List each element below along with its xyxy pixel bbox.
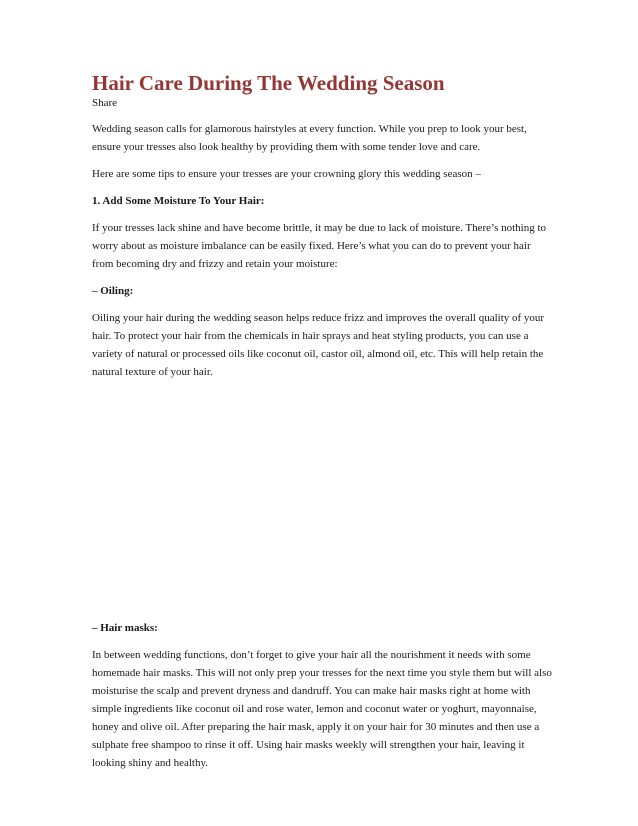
blank-space xyxy=(92,390,552,619)
oiling-paragraph: Oiling your hair during the wedding season helps reduce frizz and improves the overall quality of your hair. To protect your hair from the chemicals in hair sprays and heat styling products, you can use a variety of natural or processed oils like coconut oil, castor oil, almond oil, etc. This will help retain the natural texture of your hair. xyxy=(92,312,545,378)
share-link[interactable]: Share xyxy=(92,97,118,109)
moisture-paragraph: If your tresses lack shine and have become brittle, it may be due to lack of moisture. There’s nothing to worry about as moisture imbalance can be easily fixed. Here’s what you can do to prevent your hair from becoming dry and frizzy and retain your moisture: xyxy=(92,222,547,270)
subheading-oiling: – Oiling: xyxy=(92,285,134,297)
intro-paragraph: Wedding season calls for glamorous hairstyles at every function. While you prep to look your best, ensure your tresses also look healthy by providing them with some tender love and care. xyxy=(92,123,527,153)
hair-masks-paragraph: In between wedding functions, don’t forget to give your hair all the nourishment it needs with some homemade hair masks. This will not only prep your tresses for the next time you style them but will also moisturise the scalp and prevent dryness and dandruff. You can make hair masks right at home with simple ingredients like coconut oil and rose water, lemon and coconut water or yoghurt, mayonnaise, honey and olive oil. After preparing the hair mask, apply it on your hair for 30 minutes and then use a sulphate free shampoo to rinse it off. Using hair masks weekly will strengthen your hair, leaving it looking shiny and healthy. xyxy=(92,649,552,769)
subheading-hair-masks: – Hair masks: xyxy=(92,622,158,634)
document-page xyxy=(92,70,552,781)
article-title: Hair Care During The Wedding Season xyxy=(92,71,445,95)
section-heading-moisture: 1. Add Some Moisture To Your Hair: xyxy=(92,195,265,207)
tips-intro-paragraph: Here are some tips to ensure your tresses are your crowning glory this wedding season – xyxy=(92,168,481,180)
